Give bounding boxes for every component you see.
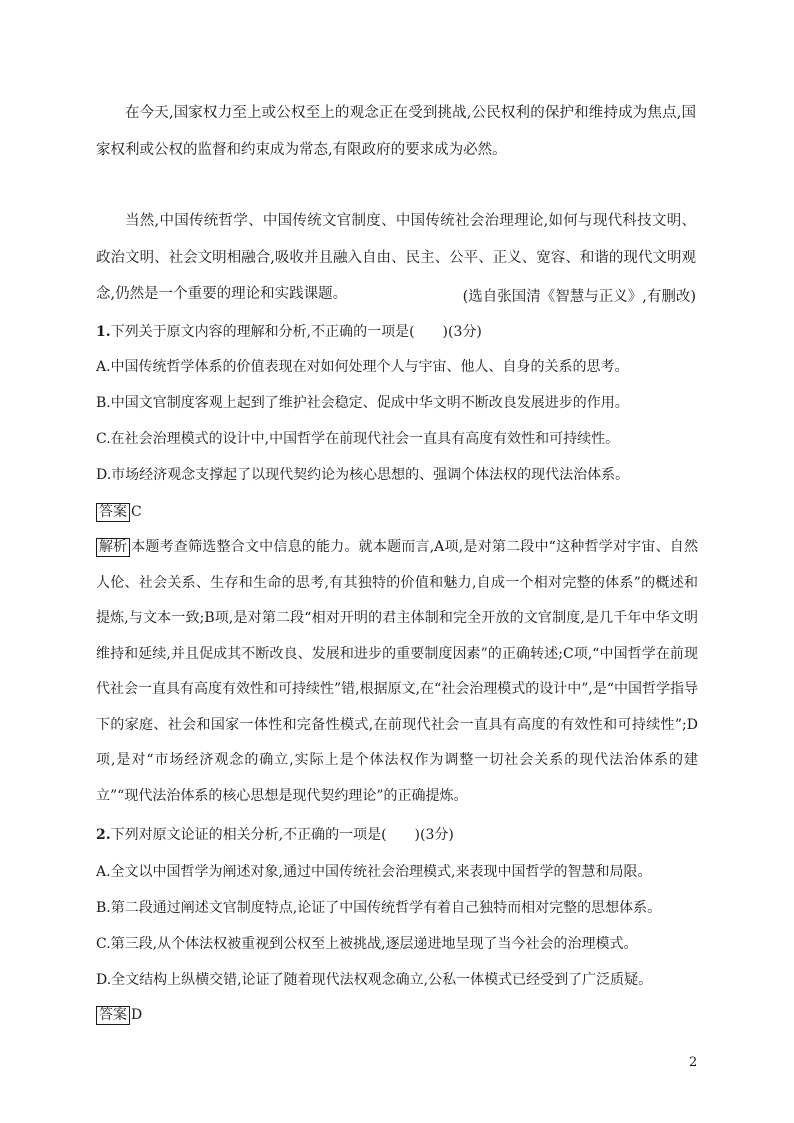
question-1-stem [96,322,706,342]
answer-value: D [131,1007,143,1023]
analysis-tag: 解析 [96,538,130,557]
paragraph-2: 当然,中国传统哲学、中国传统文官制度、中国传统社会治理理论,如何与现代科技文明、政治文明、社会文明相融合,吸收并且融入自由、民主、公平、正义、宽容、和谐的现代文明观念,仍然是一个重要的理论和实践课题。 [96,213,696,302]
question-1-option-b: B.中国文官制度客观上起到了维护社会稳定、促成中华文明不断改良发展进步的作用。 [96,395,629,411]
question-2-stem [96,825,706,845]
source-citation: (选自张国清《智慧与正义》,有删改) [462,289,696,305]
question-2-text: 下列对原文论证的相关分析,不正确的一项是( )(3分) [110,827,454,843]
question-1-answer [96,502,142,522]
question-1-option-a: A.中国传统哲学体系的价值表现在对如何处理个人与宇宙、他人、自身的关系的思考。 [96,359,629,375]
question-1-text: 下列关于原文内容的理解和分析,不正确的一项是( )(3分) [110,324,482,340]
question-2-number: 2. [96,827,111,843]
analysis-text: 本题考查筛选整合文中信息的能力。就本题而言,A项,是对第二段中“这种哲学对宇宙、自然人伦、社会关系、生存和生命的思考,有其独特的价值和魅力,自成一个相对完整的体系”的概述和提炼,与文本一致;B项,是对第二段“相对开明的君主体制和完全开放的文官制度,是几千年中华文明维持和延续,并且促成其不断改良、发展和进步的重要制度因素”的正确转述;C项,“中国哲学在前现代社会一直具有高度有效性和可持续性”错,根据原文,在“社会治理模式的设计中”,是“中国哲学指导下的家庭、社会和国家一体性和完备性模式,在前现代社会一直具有高度的有效性和可持续性”;D项,是对“市场经济观念的确立,实际上是个体法权作为调整一切社会关系的现代法治体系的建立”“现代法治体系的核心思想是现代契约理论”的正确提炼。 [96,539,698,804]
question-2-option-d: D.全文结构上纵横交错,论证了随着现代法权观念确立,公私一体模式已经受到了广泛质疑。 [96,972,653,988]
answer-tag: 答案 [96,503,130,522]
question-2-option-a: A.全文以中国哲学为阐述对象,通过中国传统社会治理模式,来表现中国哲学的智慧和局限。 [96,864,652,880]
question-1-analysis [96,530,698,814]
page-number: 2 [689,1055,698,1070]
paragraph-1: 在今天,国家权力至上或公权至上的观念正在受到挑战,公民权利的保护和维持成为焦点,国家权利或公权的监督和约束成为常态,有限政府的要求成为必然。 [96,105,696,158]
question-2-option-c: C.第三段,从个体法权被重视到公权至上被挑战,逐层递进地呈现了当今社会的治理模式。 [96,936,638,952]
question-2-option-b: B.第二段通过阐述文官制度特点,论证了中国传统哲学有着自己独特而相对完整的思想体系。 [96,900,662,916]
question-2-answer [96,1005,142,1025]
answer-tag: 答案 [96,1006,130,1025]
answer-value: C [131,504,142,520]
question-1-option-c: C.在社会治理模式的设计中,中国哲学在前现代社会一直具有高度有效性和可持续性。 [96,431,620,447]
question-1-number: 1. [96,324,111,340]
question-1-option-d: D.市场经济观念支撑起了以现代契约论为核心思想的、强调个体法权的现代法治体系。 [96,467,630,483]
